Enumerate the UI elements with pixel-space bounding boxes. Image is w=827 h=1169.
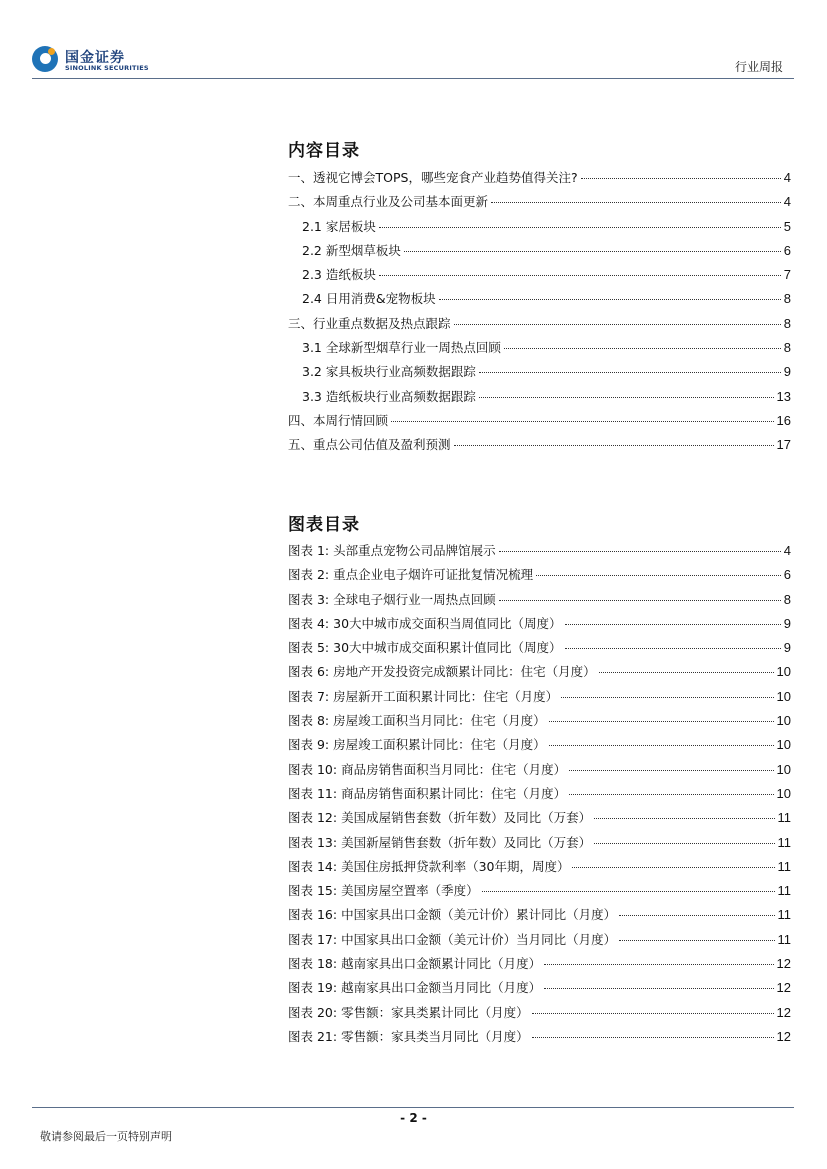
figure-entry[interactable] (288, 711, 791, 735)
entry-page-number: 9 (783, 364, 791, 380)
entry-page-number: 4 (783, 543, 791, 558)
contents-list (288, 168, 791, 460)
dot-leader (482, 891, 775, 892)
toc-entry[interactable] (288, 217, 791, 241)
figure-entry[interactable] (288, 565, 791, 589)
entry-page-number: 6 (783, 242, 791, 258)
figure-entry[interactable] (288, 881, 791, 905)
entry-title: 图表 19: 越南家具出口金额当月同比（月度） (288, 980, 542, 996)
entry-page-number: 10 (776, 785, 791, 801)
dot-leader (479, 372, 781, 373)
entry-title: 图表 15: 美国房屋空置率（季度） (288, 883, 479, 899)
entry-page-number: 13 (776, 388, 791, 404)
dot-leader (549, 745, 774, 746)
entry-page-number: 10 (776, 713, 791, 729)
toc-entry[interactable] (288, 362, 791, 386)
entry-page-number: 8 (783, 291, 791, 307)
entry-page-number: 11 (777, 931, 791, 947)
toc-entry[interactable] (288, 387, 791, 411)
entry-title: 3.3 造纸板块行业高频数据跟踪 (302, 388, 476, 404)
entry-page-number: 17 (776, 437, 791, 453)
entry-page-number: 7 (783, 267, 791, 283)
dot-leader (619, 915, 774, 916)
figure-entry[interactable] (288, 541, 791, 565)
entry-page-number: 11 (777, 883, 791, 899)
toc-entry[interactable] (288, 192, 791, 216)
dot-leader (594, 818, 774, 819)
figure-entry[interactable] (288, 857, 791, 881)
dot-leader (379, 275, 781, 276)
toc-entry[interactable] (288, 265, 791, 289)
dot-leader (572, 867, 774, 868)
dot-leader (454, 324, 781, 325)
dot-leader (499, 600, 781, 601)
entry-page-number: 10 (776, 761, 791, 777)
entry-title: 图表 11: 商品房销售面积累计同比：住宅（月度） (288, 785, 567, 801)
toc-entry[interactable] (288, 435, 791, 459)
entry-title: 图表 5: 30大中城市成交面积累计值同比（周度） (288, 640, 562, 656)
figure-entry[interactable] (288, 590, 791, 614)
entry-title: 图表 13: 美国新屋销售套数（折年数）及同比（万套） (288, 834, 592, 850)
entry-page-number: 11 (777, 907, 791, 923)
entry-title: 图表 7: 房屋新开工面积累计同比：住宅（月度） (288, 688, 559, 704)
logo-icon (32, 46, 58, 72)
entry-title: 图表 16: 中国家具出口金额（美元计价）累计同比（月度） (288, 907, 617, 923)
entry-title: 图表 3: 全球电子烟行业一周热点回顾 (288, 591, 496, 607)
entry-title: 图表 8: 房屋竣工面积当月同比：住宅（月度） (288, 713, 546, 729)
entry-title: 3.2 家具板块行业高频数据跟踪 (302, 364, 476, 380)
entry-page-number: 4 (783, 170, 791, 185)
entry-page-number: 8 (783, 315, 791, 331)
entry-page-number: 12 (776, 1028, 791, 1044)
entry-page-number: 5 (783, 218, 791, 234)
toc-entry[interactable] (288, 241, 791, 265)
logo-english-name: SINOLINK SECURITIES (65, 64, 149, 72)
entry-title: 图表 6: 房地产开发投资完成额累计同比：住宅（月度） (288, 664, 596, 680)
entry-title: 图表 14: 美国住房抵押贷款利率（30年期，周度） (288, 858, 570, 874)
header-divider (32, 78, 794, 79)
entry-page-number: 11 (777, 810, 791, 826)
dot-leader (391, 421, 774, 422)
dot-leader (599, 672, 774, 673)
entry-page-number: 10 (776, 664, 791, 680)
dot-leader (454, 445, 774, 446)
toc-entry[interactable] (288, 411, 791, 435)
toc-entry[interactable] (288, 289, 791, 313)
dot-leader (479, 397, 774, 398)
figure-entry[interactable] (288, 808, 791, 832)
dot-leader (439, 299, 781, 300)
dot-leader (532, 1013, 774, 1014)
entry-title: 图表 20: 零售额：家具类累计同比（月度） (288, 1004, 529, 1020)
entry-title: 图表 17: 中国家具出口金额（美元计价）当月同比（月度） (288, 931, 617, 947)
footer-divider (32, 1107, 794, 1108)
figures-list (288, 541, 791, 1051)
entry-title: 图表 2: 重点企业电子烟许可证批复情况梳理 (288, 567, 534, 583)
dot-leader (569, 794, 773, 795)
dot-leader (549, 721, 774, 722)
entry-page-number: 8 (783, 340, 791, 356)
entry-page-number: 11 (777, 834, 791, 850)
entry-page-number: 9 (783, 615, 791, 631)
entry-page-number: 12 (776, 956, 791, 972)
entry-title: 2.4 日用消费&宠物板块 (302, 291, 436, 307)
entry-title: 图表 18: 越南家具出口金额累计同比（月度） (288, 956, 542, 972)
entry-title: 图表 9: 房屋竣工面积累计同比：住宅（月度） (288, 737, 546, 753)
entry-title: 二、本周重点行业及公司基本面更新 (288, 194, 489, 210)
dot-leader (565, 624, 781, 625)
dot-leader (594, 843, 774, 844)
entry-title: 一、透视它博会TOPS，哪些宠食产业趋势值得关注? (288, 170, 578, 185)
dot-leader (581, 178, 781, 179)
report-type-label: 行业周报 (734, 60, 783, 74)
figure-entry[interactable] (288, 735, 791, 759)
entry-title: 三、行业重点数据及热点跟踪 (288, 315, 451, 331)
entry-title: 图表 21: 零售额：家具类当月同比（月度） (288, 1028, 529, 1044)
dot-leader (379, 227, 781, 228)
disclaimer-text: 敬请参阅最后一页特别声明 (40, 1130, 172, 1143)
dot-leader (565, 648, 781, 649)
figure-entry[interactable] (288, 954, 791, 978)
entry-page-number: 11 (777, 858, 791, 874)
entry-title: 四、本周行情回顾 (288, 412, 389, 428)
company-logo (32, 46, 172, 76)
figure-entry[interactable] (288, 978, 791, 1002)
dot-leader (532, 1037, 774, 1038)
entry-title: 五、重点公司估值及盈利预测 (288, 437, 451, 453)
figures-title: 图表目录 (288, 515, 360, 535)
entry-title: 2.1 家居板块 (302, 218, 376, 234)
figure-entry[interactable] (288, 687, 791, 711)
entry-page-number: 6 (783, 567, 791, 583)
contents-title: 内容目录 (288, 141, 360, 161)
entry-page-number: 16 (776, 412, 791, 428)
entry-page-number: 4 (783, 194, 791, 210)
dot-leader (619, 940, 774, 941)
dot-leader (544, 964, 773, 965)
dot-leader (569, 770, 773, 771)
entry-page-number: 10 (776, 737, 791, 753)
figure-entry[interactable] (288, 662, 791, 686)
entry-page-number: 12 (776, 980, 791, 996)
entry-title: 图表 10: 商品房销售面积当月同比：住宅（月度） (288, 761, 567, 777)
figure-entry[interactable] (288, 760, 791, 784)
entry-title: 2.3 造纸板块 (302, 267, 376, 283)
figure-entry[interactable] (288, 784, 791, 808)
figure-entry[interactable] (288, 614, 791, 638)
page-header (0, 0, 827, 80)
figure-entry[interactable] (288, 905, 791, 929)
entry-title: 2.2 新型烟草板块 (302, 242, 401, 258)
figure-entry[interactable] (288, 1027, 791, 1051)
entry-page-number: 9 (783, 640, 791, 656)
entry-title: 图表 1: 头部重点宠物公司品牌馆展示 (288, 543, 496, 558)
figure-entry[interactable] (288, 1003, 791, 1027)
entry-title: 图表 4: 30大中城市成交面积当周值同比（周度） (288, 615, 562, 631)
dot-leader (504, 348, 781, 349)
dot-leader (544, 988, 773, 989)
figure-entry[interactable] (288, 930, 791, 954)
entry-page-number: 12 (776, 1004, 791, 1020)
toc-entry[interactable] (288, 314, 791, 338)
toc-entry[interactable] (288, 338, 791, 362)
logo-chinese-name: 国金证券 (65, 50, 125, 66)
dot-leader (536, 575, 781, 576)
dot-leader (561, 697, 773, 698)
figure-entry[interactable] (288, 638, 791, 662)
dot-leader (491, 202, 781, 203)
entry-title: 3.1 全球新型烟草行业一周热点回顾 (302, 340, 501, 356)
entry-page-number: 8 (783, 591, 791, 607)
entry-page-number: 10 (776, 688, 791, 704)
dot-leader (404, 251, 781, 252)
page-number: - 2 - (400, 1111, 427, 1125)
entry-title: 图表 12: 美国成屋销售套数（折年数）及同比（万套） (288, 810, 592, 826)
figure-entry[interactable] (288, 833, 791, 857)
dot-leader (499, 551, 781, 552)
toc-entry[interactable] (288, 168, 791, 192)
